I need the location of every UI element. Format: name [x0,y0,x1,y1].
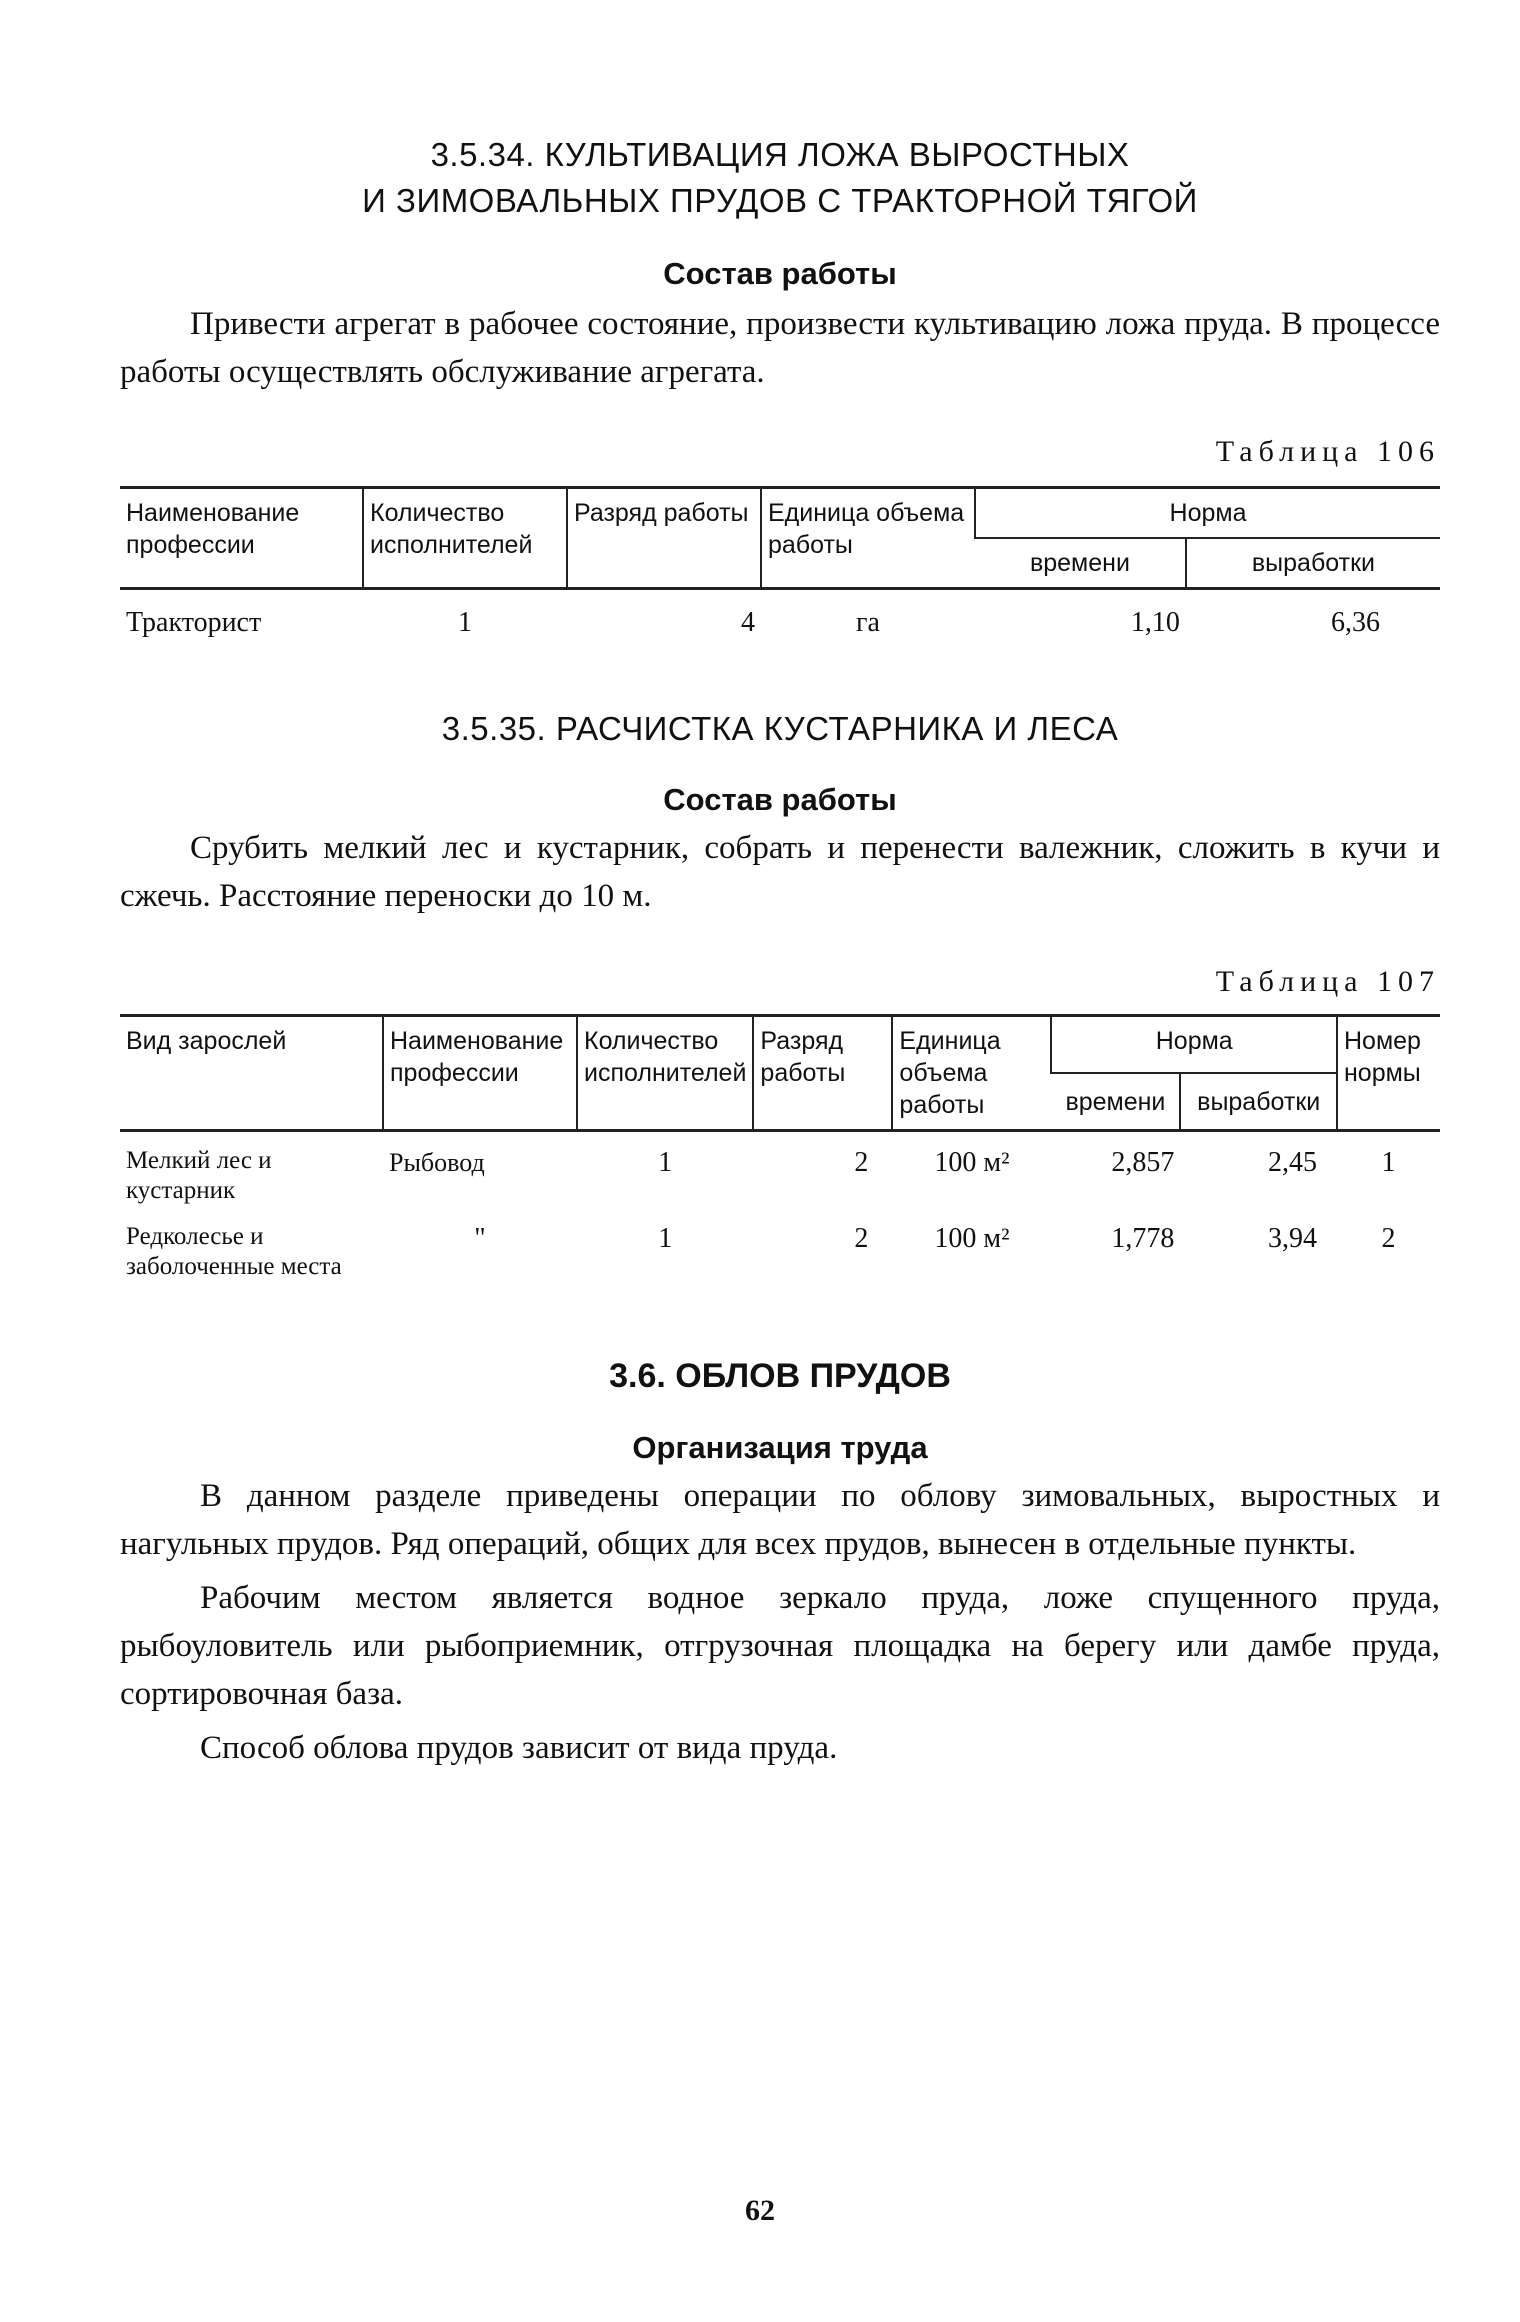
cell: 1,10 [1130,607,1180,638]
cell: 100 м² [934,1147,1010,1178]
cell: Рыбовод [389,1148,485,1177]
col-header: Единица объема работы [892,1016,1051,1131]
cell: 2 [854,1147,869,1178]
page-content [120,118,1440,1772]
cell: 2 [854,1223,869,1254]
col-header: выработки [1180,1073,1337,1131]
section-title-line-2: И ЗИМОВАЛЬНЫХ ПРУДОВ С ТРАКТОРНОЙ ТЯГОЙ [362,182,1198,219]
col-header: Вид зарослей [120,1016,383,1131]
cell: 100 м² [934,1223,1010,1254]
section-title: 3.5.35. РАСЧИСТКА КУСТАРНИКА И ЛЕСА [441,710,1119,747]
col-header: Наименование профессии [120,488,363,589]
section-title [120,132,1440,224]
cell: 2,45 [1268,1147,1317,1178]
cell: 1 [458,607,472,638]
table-106 [120,486,1440,648]
paragraph: Рабочим местом является водное зеркало пруда, ложе спущенного пруда, рыбоуловитель или рыбоприемник, отгрузочная площадка на берегу или дамбе пруда, сортировочная база. [120,1580,1440,1712]
cell: 1 [658,1223,673,1254]
cell: " [474,1223,486,1254]
cell: га [856,607,880,638]
section-title-line-1: 3.5.34. КУЛЬТИВАЦИЯ ЛОЖА ВЫРОСТНЫХ [430,136,1130,173]
page-number: 62 [745,2194,775,2227]
cell: 1,778 [1111,1223,1175,1254]
col-header-group: Норма [1051,1016,1337,1074]
paragraph: Способ облова прудов зависит от вида пруда. [200,1730,838,1766]
col-header: времени [1051,1073,1180,1131]
section-subtitle: Организация труда [632,1430,928,1465]
col-header: времени [975,538,1186,589]
cell: 2,857 [1111,1147,1175,1178]
paragraph: В данном разделе приведены операции по облову зимовальных, выростных и нагульных прудов. Ряд операций, общих для всех прудов, вынесен в отдельные пункты. [120,1478,1440,1562]
col-header-group: Норма [975,488,1440,539]
table-caption: Таблица 107 [1215,965,1440,998]
col-header: Количество исполнителей [363,488,567,589]
cell: 1 [1381,1147,1396,1178]
col-header: выработки [1186,538,1440,589]
cell: Тракторист [126,607,262,638]
cell: 2 [1381,1223,1396,1254]
cell: 1 [658,1147,673,1178]
cell: 4 [741,607,755,638]
col-header: Номер нормы [1337,1016,1440,1131]
table-107 [120,1014,1440,1290]
table-row [120,1214,1440,1290]
col-header: Разряд работы [567,488,761,589]
section-text: Привести агрегат в рабочее состояние, произвести культивацию ложа пруда. В процессе работы осуществлять обслуживание агрегата. [120,306,1440,390]
col-header: Количество исполнителей [577,1016,753,1131]
section-subtitle: Состав работы [663,782,897,817]
col-header: Наименование профессии [383,1016,577,1131]
section-title: 3.6. ОБЛОВ ПРУДОВ [609,1357,951,1395]
table-caption: Таблица 106 [1215,435,1440,468]
col-header: Единица объема работы [761,488,975,589]
section-subtitle: Состав работы [663,256,897,291]
table-row [120,1131,1440,1215]
table-row [120,589,1440,649]
cell: 3,94 [1268,1223,1317,1254]
col-header: Разряд работы [753,1016,892,1131]
cell: Редколесье и заболоченные места [126,1223,342,1280]
cell: Мелкий лес и кустарник [126,1147,272,1204]
section-text: Срубить мелкий лес и кустарник, собрать и перенести валежник, сложить в кучи и сжечь. Расстояние переноски до 10 м. [120,830,1440,914]
cell: 6,36 [1331,607,1380,638]
